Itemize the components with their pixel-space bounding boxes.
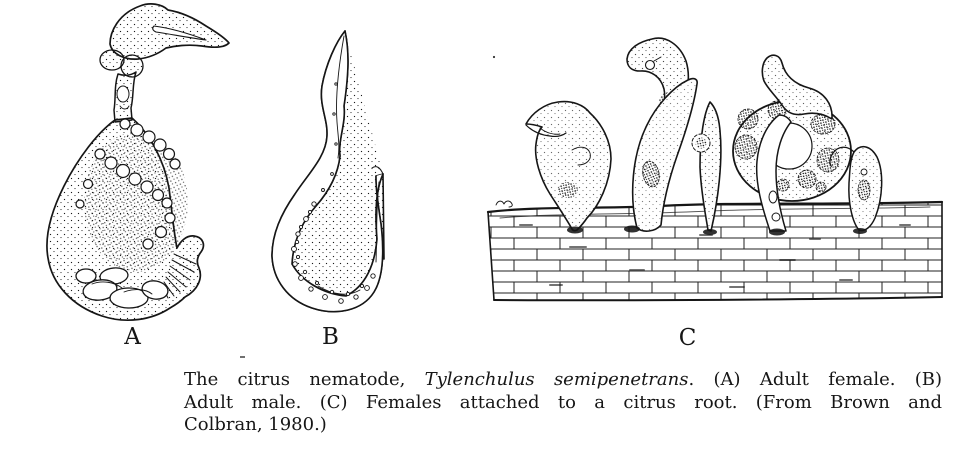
female-neck [114,72,136,122]
caption-text: The citrus nematode, [184,369,425,390]
panel-b-adult-male-drawing [248,24,418,320]
panel-c-label: C [678,325,698,351]
female-head [100,4,229,77]
panel-b-label: B [322,324,340,350]
figure-caption [184,369,942,437]
root-squiggle [496,201,512,207]
caption-text: . (A) Adult female. (B) [688,369,943,390]
caption-line-1 [184,369,942,392]
panel-a-adult-female-drawing [28,2,234,328]
female-body [47,118,203,320]
scan-speck [493,56,495,58]
panel-c-females-on-root-drawing [480,25,950,305]
caption-species-name: Tylenchulus semipenetrans [424,369,689,390]
caption-line-2: Adult male. (C) Females attached to a citrus root. (From Brown and [184,391,942,413]
panel-a-label: A [124,324,142,350]
male-worm-body [272,31,384,312]
caption-line-3: Colbran, 1980.) [184,414,327,435]
scan-speck [240,356,245,358]
